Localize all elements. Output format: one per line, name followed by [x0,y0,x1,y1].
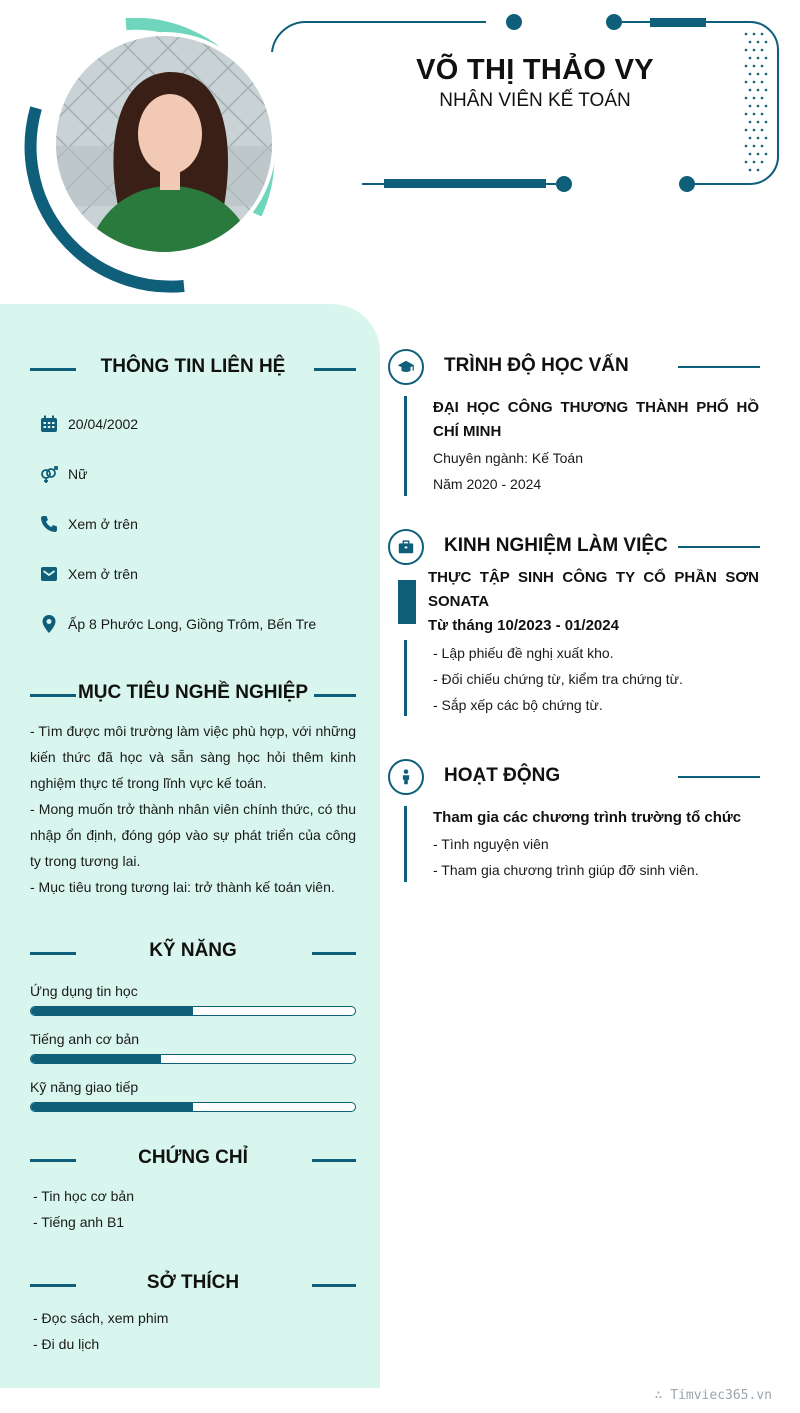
experience-position: THỰC TẬP SINH CÔNG TY CỔ PHẦN SƠN SONATA [428,569,759,610]
activities-list [433,831,759,883]
profile-photo [52,32,276,256]
list-item: - Đọc sách, xem phim [33,1310,169,1326]
experience-heading: KINH NGHIỆM LÀM VIỆC [388,529,760,569]
activities-bar [404,806,407,882]
objective-line: - Tìm được môi trường làm việc phù hợp, với những kiến thức đã học và sẵn sàng học hỏi thêm kinh nghiệm thực tế trong lĩnh vực kế toán. [30,723,356,791]
list-item: - Tin học cơ bản [33,1188,135,1204]
objective-line: - Mong muốn trở thành nhân viên chính thức, có thu nhập ổn định, đóng góp vào sự phát triển của công ty trong tương lai. [30,801,356,869]
phone-icon [38,513,60,535]
skill-bar [30,1054,356,1064]
experience-bar [404,640,407,716]
objective-line: - Mục tiêu trong tương lai: trở thành kế toán viên. [30,879,335,895]
certificates-heading: CHỨNG CHỈ [30,1145,356,1175]
education-major: Chuyên ngành: Kế Toán [433,450,583,466]
briefcase-icon [388,529,424,565]
education-bar [404,396,407,496]
experience-marker [398,580,416,624]
list-item: - Tình nguyện viên [433,836,549,852]
certificates-list [33,1183,134,1235]
experience-period: Từ tháng 10/2023 - 01/2024 [428,617,619,634]
skill-fill [31,1103,193,1111]
skill-bar [30,1102,356,1112]
activities-title: Tham gia các chương trình trường tổ chức [433,809,742,826]
header [0,0,800,300]
objective-text [30,718,356,900]
calendar-icon [38,413,60,435]
hobbies-list [33,1305,168,1357]
candidate-name: VÕ THỊ THẢO VY [416,54,654,86]
list-item: - Lập phiếu đề nghị xuất kho. [433,645,614,661]
objective-heading: MỤC TIÊU NGHỀ NGHIỆP [30,680,356,710]
email-icon [38,563,60,585]
list-item: - Đi du lịch [33,1336,100,1352]
skill-label: Tiếng anh cơ bản [30,1031,140,1047]
activities-heading: HOẠT ĐỘNG [388,759,760,799]
list-item: - Sắp xếp các bộ chứng từ. [433,697,603,713]
skill-bar [30,1006,356,1016]
skill-fill [31,1055,161,1063]
contact-item-phone: Xem ở trên [38,512,138,536]
contact-heading: THÔNG TIN LIÊN HỆ [30,354,356,384]
contact-item-email: Xem ở trên [38,562,138,586]
graduation-cap-icon [388,349,424,385]
skills-heading: KỸ NĂNG [30,938,356,968]
gender-icon [38,463,60,485]
list-item: - Tiếng anh B1 [33,1214,125,1230]
skill-label: Ứng dụng tin học [30,983,138,999]
experience-duties [433,640,759,718]
person-icon [388,759,424,795]
hobbies-heading: SỞ THÍCH [30,1270,356,1300]
list-item: - Đối chiếu chứng từ, kiểm tra chứng từ. [433,671,683,687]
contact-item-address: Ấp 8 Phước Long, Giồng Trôm, Bến Tre [38,612,316,636]
watermark: ∴ Timviec365.vn [654,1388,772,1403]
education-school: ĐẠI HỌC CÔNG THƯƠNG THÀNH PHỐ HỒ CHÍ MINH [433,399,759,440]
skill-label: Kỹ năng giao tiếp [30,1079,139,1095]
location-icon [38,613,60,635]
list-item: - Tham gia chương trình giúp đỡ sinh viên. [433,862,699,878]
contact-item-birthday: 20/04/2002 [38,412,138,436]
education-years: Năm 2020 - 2024 [433,476,542,492]
job-title: NHÂN VIÊN KẾ TOÁN [439,90,631,111]
contact-item-gender: Nữ [38,462,87,486]
education-heading: TRÌNH ĐỘ HỌC VẤN [388,349,760,389]
skill-fill [31,1007,193,1015]
